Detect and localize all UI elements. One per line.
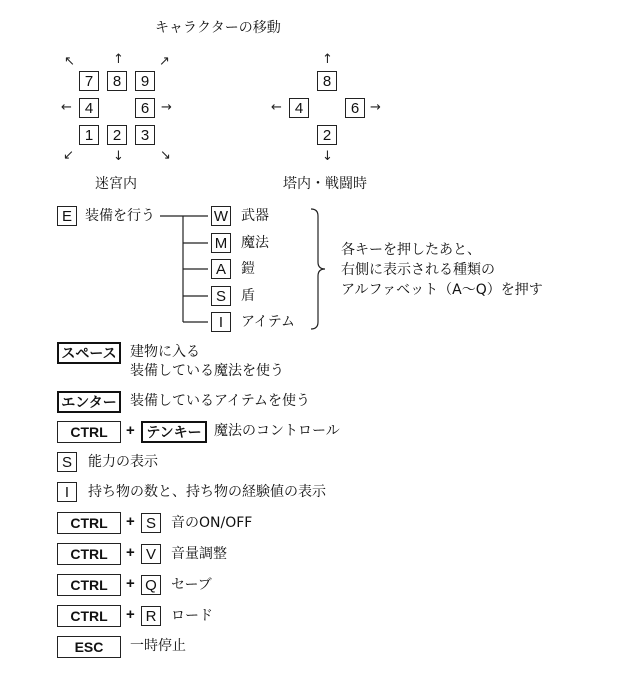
key-ctrl[interactable]: CTRL bbox=[57, 421, 121, 443]
numpad-key-8[interactable]: 8 bbox=[317, 71, 337, 91]
command-desc: 持ち物の数と、持ち物の経験値の表示 bbox=[88, 484, 326, 500]
numpad-key-2[interactable]: 2 bbox=[317, 125, 337, 145]
arrow-up-right-icon: ↗ bbox=[159, 54, 170, 69]
command-desc: 一時停止 bbox=[130, 638, 186, 654]
command-desc: 装備している魔法を使う bbox=[130, 363, 284, 379]
command-desc: 魔法のコントロール bbox=[214, 423, 340, 439]
arrow-left-icon: ← bbox=[61, 100, 72, 115]
numpad-key-6[interactable]: 6 bbox=[135, 98, 155, 118]
command-desc: ロード bbox=[171, 608, 213, 624]
key-w[interactable]: W bbox=[211, 206, 231, 226]
key-e[interactable]: E bbox=[57, 206, 77, 226]
key-a[interactable]: A bbox=[211, 259, 231, 279]
arrow-right-icon: → bbox=[161, 100, 172, 115]
option-label-magic: 魔法 bbox=[241, 235, 269, 251]
key-q[interactable]: Q bbox=[141, 575, 161, 595]
arrow-left-icon: ← bbox=[271, 100, 282, 115]
arrow-up-icon: ↑ bbox=[322, 52, 333, 67]
plus-sign: + bbox=[126, 606, 135, 623]
tower-label: 塔内・戦闘時 bbox=[283, 176, 367, 192]
key-tenkey[interactable]: テンキー bbox=[141, 421, 207, 443]
key-v[interactable]: V bbox=[141, 544, 161, 564]
key-m[interactable]: M bbox=[211, 233, 231, 253]
key-ctrl[interactable]: CTRL bbox=[57, 574, 121, 596]
arrow-down-left-icon: ↙ bbox=[63, 148, 74, 163]
plus-sign: + bbox=[126, 513, 135, 530]
plus-sign: + bbox=[126, 575, 135, 592]
arrow-down-right-icon: ↘ bbox=[160, 148, 171, 163]
key-s[interactable]: S bbox=[57, 452, 77, 472]
numpad-key-1[interactable]: 1 bbox=[79, 125, 99, 145]
key-ctrl[interactable]: CTRL bbox=[57, 512, 121, 534]
key-enter[interactable]: エンター bbox=[57, 391, 121, 413]
maze-label: 迷宮内 bbox=[95, 176, 137, 192]
key-i[interactable]: I bbox=[211, 312, 231, 332]
plus-sign: + bbox=[126, 544, 135, 561]
equip-note-line-3: アルファベット（A〜Q）を押す bbox=[341, 282, 543, 298]
option-label-item: アイテム bbox=[241, 314, 296, 330]
arrow-down-icon: ↓ bbox=[113, 149, 124, 164]
command-desc: セーブ bbox=[171, 577, 212, 593]
equip-label: 装備を行う bbox=[85, 208, 155, 224]
arrow-right-icon: → bbox=[370, 100, 381, 115]
arrow-up-left-icon: ↖ bbox=[64, 54, 75, 69]
key-r[interactable]: R bbox=[141, 606, 161, 626]
command-desc: 音量調整 bbox=[171, 546, 227, 562]
command-desc: 装備しているアイテムを使う bbox=[130, 393, 311, 409]
numpad-key-6[interactable]: 6 bbox=[345, 98, 365, 118]
numpad-key-4[interactable]: 4 bbox=[79, 98, 99, 118]
numpad-key-7[interactable]: 7 bbox=[79, 71, 99, 91]
option-label-weapon: 武器 bbox=[241, 208, 269, 224]
arrow-up-icon: ↑ bbox=[113, 52, 124, 67]
key-space[interactable]: スペース bbox=[57, 342, 121, 364]
key-ctrl[interactable]: CTRL bbox=[57, 605, 121, 627]
option-label-shield: 盾 bbox=[241, 288, 255, 304]
equip-note-line-1: 各キーを押したあと、 bbox=[341, 242, 481, 258]
key-ctrl[interactable]: CTRL bbox=[57, 543, 121, 565]
command-desc: 能力の表示 bbox=[88, 454, 158, 470]
option-label-armor: 鎧 bbox=[241, 261, 255, 277]
key-esc[interactable]: ESC bbox=[57, 636, 121, 658]
command-desc: 建物に入る bbox=[130, 344, 200, 360]
key-i[interactable]: I bbox=[57, 482, 77, 502]
plus-sign: + bbox=[126, 422, 135, 439]
brace-icon bbox=[311, 209, 325, 329]
numpad-key-8[interactable]: 8 bbox=[107, 71, 127, 91]
numpad-key-3[interactable]: 3 bbox=[135, 125, 155, 145]
numpad-key-2[interactable]: 2 bbox=[107, 125, 127, 145]
arrow-down-icon: ↓ bbox=[322, 149, 333, 164]
page-title: キャラクターの移動 bbox=[155, 20, 281, 36]
command-desc: 音のON/OFF bbox=[171, 515, 253, 531]
numpad-key-9[interactable]: 9 bbox=[135, 71, 155, 91]
key-s[interactable]: S bbox=[141, 513, 161, 533]
equip-note-line-2: 右側に表示される種類の bbox=[341, 262, 495, 278]
key-s[interactable]: S bbox=[211, 286, 231, 306]
numpad-key-4[interactable]: 4 bbox=[289, 98, 309, 118]
